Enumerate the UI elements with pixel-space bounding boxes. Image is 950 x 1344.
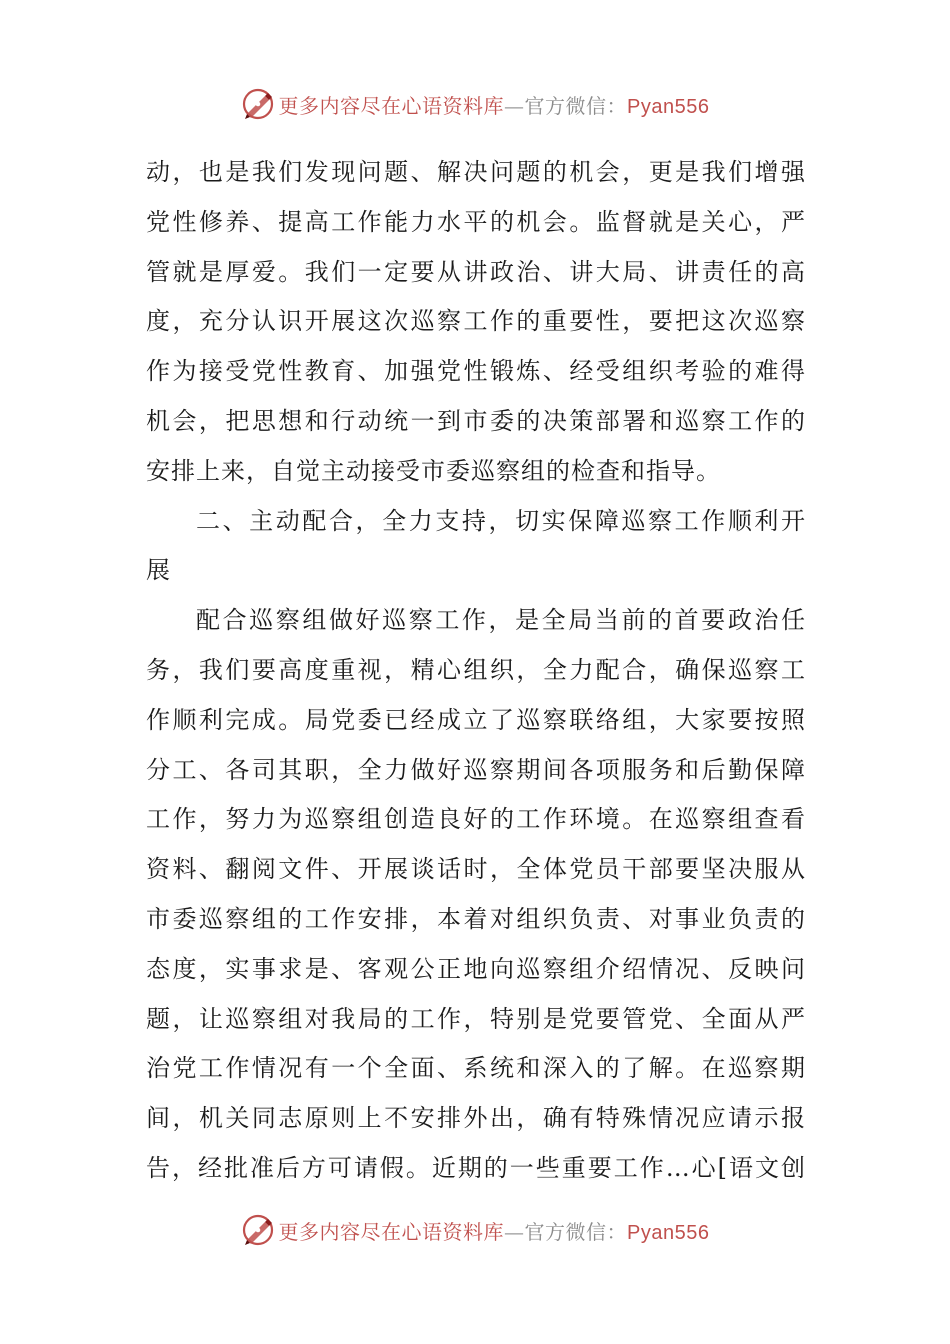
section-heading-line-2: 展	[146, 556, 171, 585]
body-line-16: 市委巡察组的工作安排，本着对组织负责、对事业负责的	[146, 904, 806, 933]
body-line-10: 配合巡察组做好巡察工作，是全局当前的首要政治任	[196, 606, 806, 635]
body-line-1: 动，也是我们发现问题、解决问题的机会，更是我们增强	[146, 158, 806, 186]
body-line-14: 工作，努力为巡察组创造良好的工作环境。在巡察组查看	[146, 805, 806, 834]
banner-title: 更多内容尽在心语资料库	[278, 1219, 505, 1244]
body-line-4: 度，充分认识开展这次巡察工作的重要性，要把这次巡察	[146, 307, 806, 336]
banner-separator: —	[504, 1219, 525, 1244]
body-line-17: 态度，实事求是、客观公正地向巡察组介绍情况、反映问	[146, 954, 806, 983]
body-line-13: 分工、各司其职，全力做好巡察期间各项服务和后勤保障	[146, 755, 806, 784]
body-line-20: 间，机关同志原则上不安排外出，确有特殊情况应请示报	[146, 1104, 806, 1133]
banner-wechat-id: Pyan556	[627, 1221, 710, 1244]
banner-text	[279, 1216, 710, 1245]
body-line-15: 资料、翻阅文件、开展谈话时，全体党员干部要坚决服从	[146, 855, 806, 884]
body-line-19: 治党工作情况有一个全面、系统和深入的了解。在巡察期	[146, 1054, 806, 1083]
body-line-12: 作顺利完成。局党委已经成立了巡察联络组，大家要按照	[146, 705, 806, 734]
body-line-21: 告，经批准后方可请假。近期的一些重要工作…心[语文创	[146, 1153, 806, 1182]
banner-separator: —	[504, 93, 525, 118]
body-line-2: 党性修养、提高工作能力水平的机会。监督就是关心，严	[146, 207, 806, 236]
body-line-18: 题，让巡察组对我局的工作，特别是党要管党、全面从严	[146, 1004, 806, 1033]
body-line-11: 务，我们要高度重视，精心组织，全力配合，确保巡察工	[146, 655, 806, 684]
body-line-7: 安排上来，自觉主动接受市委巡察组的检查和指导。	[146, 456, 721, 485]
document-body	[146, 148, 806, 1194]
banner-wechat-label: 官方微信：	[524, 93, 628, 118]
body-line-6: 机会，把思想和行动统一到市委的决策部署和巡察工作的	[146, 406, 806, 435]
footer-banner	[0, 1210, 950, 1250]
header-banner	[0, 84, 950, 124]
pen-logo-icon	[241, 87, 275, 121]
pen-logo-icon	[241, 1213, 275, 1247]
banner-text	[279, 90, 710, 119]
section-heading-line-1: 二、主动配合，全力支持，切实保障巡察工作顺利开	[196, 506, 806, 535]
banner-wechat-label: 官方微信：	[524, 1219, 628, 1244]
banner-title: 更多内容尽在心语资料库	[278, 93, 505, 118]
body-line-5: 作为接受党性教育、加强党性锻炼、经受组织考验的难得	[146, 357, 806, 386]
body-line-3: 管就是厚爱。我们一定要从讲政治、讲大局、讲责任的高	[146, 257, 806, 286]
banner-wechat-id: Pyan556	[627, 95, 710, 118]
